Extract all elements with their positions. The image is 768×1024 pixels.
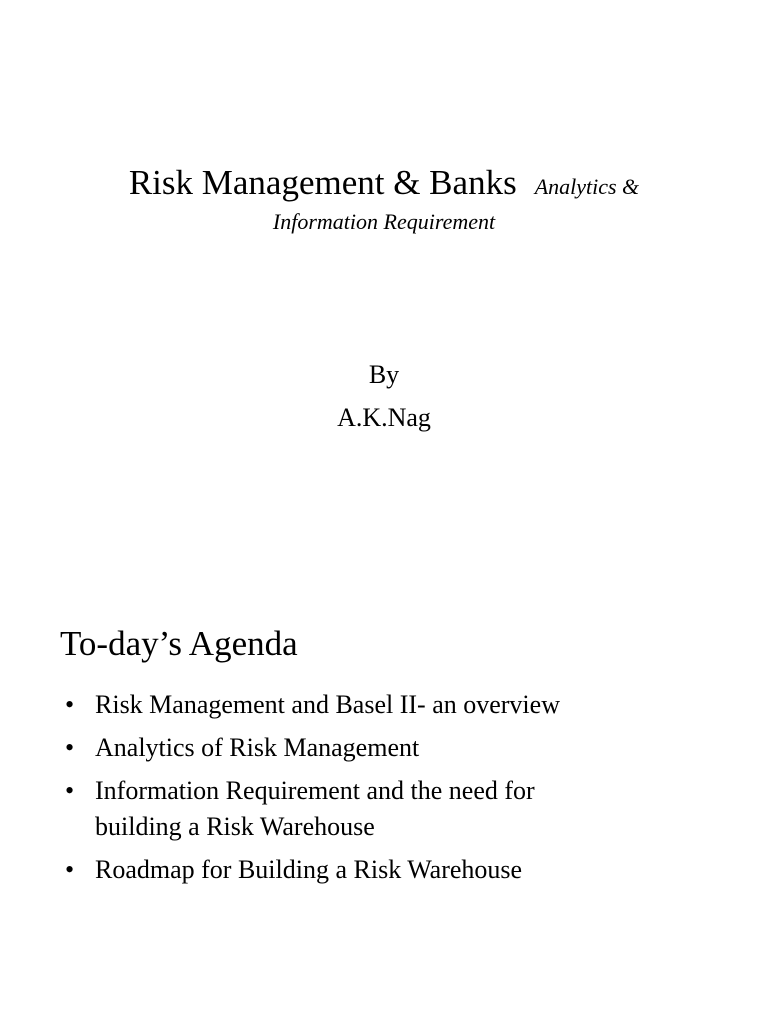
agenda-item-text: Information Requirement and the need for building a Risk Warehouse xyxy=(95,776,535,841)
agenda-item xyxy=(60,852,710,888)
slide-title: Risk Management & Banks xyxy=(128,163,517,202)
agenda-list xyxy=(60,687,710,895)
agenda-item xyxy=(60,687,710,723)
bullet-icon: • xyxy=(65,855,75,884)
by-label: By xyxy=(368,360,400,389)
agenda-item xyxy=(60,730,710,766)
agenda-item-text: Analytics of Risk Management xyxy=(95,733,420,762)
agenda-slide xyxy=(0,512,768,1024)
agenda-item xyxy=(60,773,710,845)
agenda-item-text: Roadmap for Building a Risk Warehouse xyxy=(95,855,523,884)
title-line xyxy=(60,163,708,207)
agenda-heading: To-day’s Agenda xyxy=(60,624,298,663)
bullet-icon: • xyxy=(65,690,75,719)
slide-subtitle-part2: Information Requirement xyxy=(272,209,496,234)
bullet-icon: • xyxy=(65,733,75,762)
bullet-icon: • xyxy=(65,776,75,805)
slide-subtitle-part1: Analytics & xyxy=(534,174,640,199)
author-name: A.K.Nag xyxy=(337,403,431,432)
agenda-item-text: Risk Management and Basel II- an overview xyxy=(95,690,560,719)
